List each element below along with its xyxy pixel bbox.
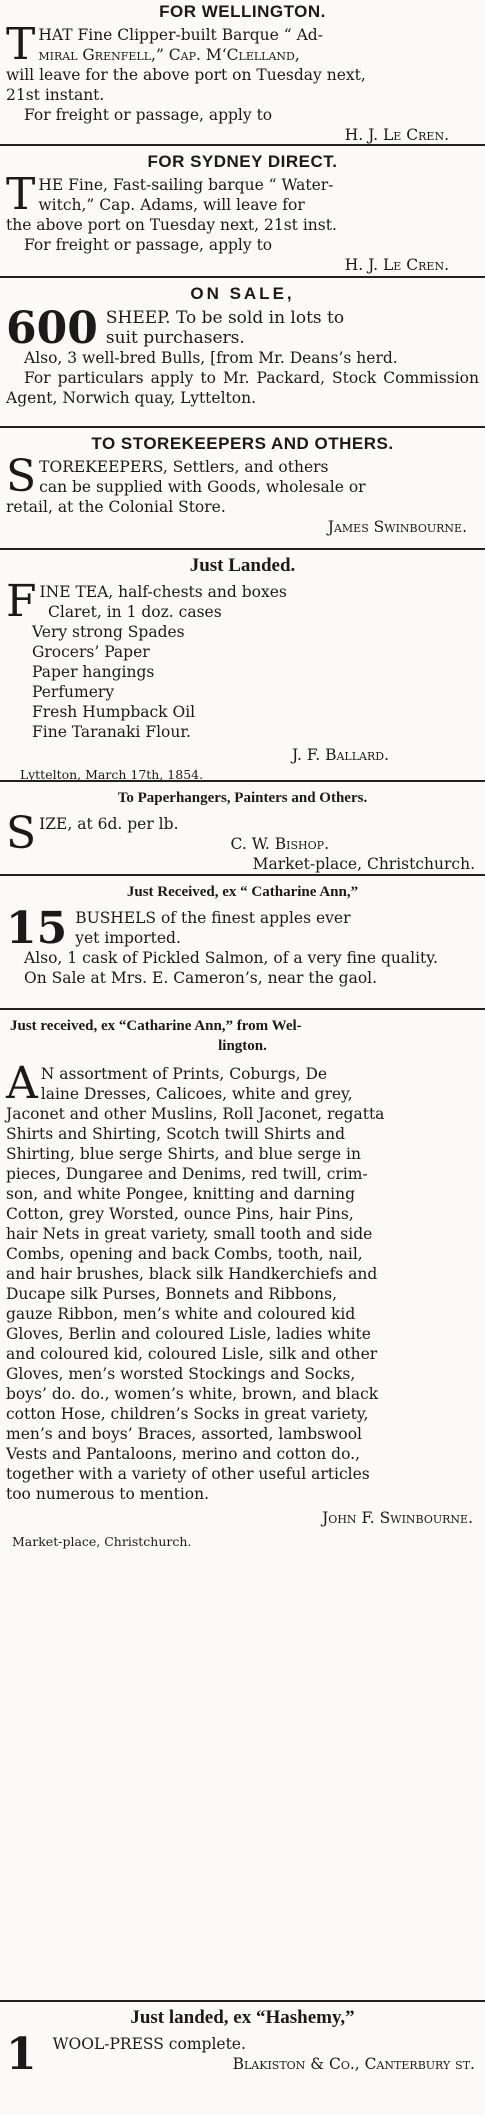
ad-text-line: suit purchasers.	[105, 328, 245, 348]
column-rule	[0, 874, 485, 876]
ad-text-line: Cotton, grey Worsted, ounce Pins, hair Pins,	[6, 1205, 354, 1223]
ad-text-line: IZE, at 6d. per lb.	[39, 815, 179, 833]
column-rule	[0, 1008, 485, 1010]
ad-particulars: For particulars apply to Mr. Packard, Stock Commission Agent, Norwich quay, Lyttelton.	[6, 369, 479, 407]
ad-text-line: hair Nets in great variety, small tooth and side	[6, 1225, 373, 1243]
ad-heading: FOR SYDNEY DIRECT.	[147, 152, 338, 171]
ad-for-wellington	[0, 2, 485, 145]
ad-dateline: Lyttelton, March 17th, 1854.	[20, 767, 204, 782]
list-item: Very strong Spades	[32, 623, 185, 641]
ad-heading: Just landed, ex “Hashemy,”	[130, 2008, 355, 2028]
ad-signature: James Swinbourne.	[327, 518, 467, 536]
column-rule	[0, 548, 485, 550]
ad-text-line: can be supplied with Goods, wholesale or	[39, 478, 366, 496]
ad-signature: John F. Swinbourne.	[322, 1509, 473, 1527]
ad-text-line: Ducape silk Purses, Bonnets and Ribbons,	[6, 1285, 338, 1303]
list-item: Fine Taranaki Flour.	[32, 723, 191, 741]
ad-contact: For freight or passage, apply to	[24, 236, 273, 254]
drop-cap: T	[6, 169, 36, 220]
ad-address: Market-place, Christchurch.	[252, 855, 475, 873]
drop-cap: A	[6, 1058, 38, 1109]
ad-just-landed	[0, 556, 485, 785]
ad-apples	[0, 882, 485, 988]
ad-wool-press	[0, 2008, 485, 2074]
drop-cap: 15	[6, 903, 68, 954]
ad-heading: Just Landed.	[189, 556, 296, 576]
item-list	[6, 602, 479, 742]
ad-text-line: pieces, Dungaree and Denims, red twill, crim-	[6, 1165, 368, 1183]
ad-heading: FOR WELLINGTON.	[159, 2, 326, 21]
list-item: Fresh Humpback Oil	[32, 703, 196, 721]
column-rule	[0, 144, 485, 146]
ad-text-line: cotton Hose, children’s Socks in great variety,	[6, 1405, 369, 1423]
ad-text-line: BUSHELS of the finest apples ever	[75, 909, 351, 927]
ad-text-line: men’s and boys’ Braces, assorted, lambswool	[6, 1425, 362, 1443]
drop-cap: T	[6, 19, 36, 70]
drop-cap: F	[6, 576, 37, 627]
ad-text-line: WOOL-PRESS complete.	[52, 2035, 246, 2053]
ad-address: Market-place, Christchurch.	[12, 1534, 192, 1549]
ad-text-line: Jaconet and other Muslins, Roll Jaconet, regatta	[6, 1105, 385, 1123]
ad-text-line: boys’ do. do., women’s white, brown, and black	[6, 1385, 379, 1403]
ad-contact: For freight or passage, apply to	[24, 106, 273, 124]
ad-on-sale	[0, 284, 485, 408]
ad-text-line: 21st instant.	[6, 86, 105, 104]
ad-text-line: together with a variety of other useful articles	[6, 1465, 370, 1483]
drop-cap: 600	[6, 303, 98, 354]
ad-text-line: INE TEA, half-chests and boxes	[39, 583, 287, 601]
ad-text-line: witch,” Cap. Adams, will leave for	[38, 196, 305, 214]
ad-signature: H. J. Le Cren.	[344, 126, 449, 144]
drop-cap: S	[6, 808, 37, 859]
ad-sale: On Sale at Mrs. E. Cameron’s, near the gaol.	[24, 969, 378, 987]
ad-text-line: Shirting, blue serge Shirts, and blue serge in	[6, 1145, 361, 1163]
list-item: Grocers’ Paper	[32, 643, 150, 661]
ad-heading: Just received, ex “Catharine Ann,” from Wel-	[10, 1018, 302, 1034]
ad-text-line: the above port on Tuesday next, 21st inst.	[6, 216, 337, 234]
ad-text-line: Vests and Pantaloons, merino and cotton do.,	[6, 1445, 361, 1463]
ad-text-line: yet imported.	[75, 929, 181, 947]
ad-paperhangers	[0, 788, 485, 874]
ad-text-line: TOREKEEPERS, Settlers, and others	[39, 458, 329, 476]
ad-heading: TO STOREKEEPERS AND OTHERS.	[91, 434, 394, 453]
ad-text-line: will leave for the above port on Tuesday next,	[6, 66, 366, 84]
ad-also: Also, 1 cask of Pickled Salmon, of a very fine quality.	[24, 949, 438, 967]
ad-heading: ON SALE,	[190, 284, 295, 303]
ad-heading: Just Received, ex “ Catharine Ann,”	[126, 884, 359, 900]
ad-text-line: gauze Ribbon, men’s white and coloured kid	[6, 1305, 356, 1323]
ad-signature: C. W. Bishop.	[230, 835, 329, 853]
ad-text-line: miral Grenfell,” Cap. M‘Clelland,	[38, 46, 300, 64]
ad-text-line: HE Fine, Fast-sailing barque “ Water-	[38, 176, 334, 194]
list-item: Claret, in 1 doz. cases	[48, 603, 222, 621]
ad-text-line: son, and white Pongee, knitting and darning	[6, 1185, 356, 1203]
ad-text-line: retail, at the Colonial Store.	[6, 498, 226, 516]
ad-for-sydney	[0, 152, 485, 275]
column-rule	[0, 276, 485, 278]
ad-storekeepers	[0, 434, 485, 537]
column-rule	[0, 426, 485, 428]
column-rule	[0, 2000, 485, 2002]
drop-cap: S	[6, 451, 37, 502]
ad-drapery	[0, 1016, 485, 1552]
ad-text-line: Shirts and Shirting, Scotch twill Shirts and	[6, 1125, 346, 1143]
ad-text-line: N assortment of Prints, Coburgs, De	[40, 1065, 328, 1083]
ad-text-line: and hair brushes, black silk Handkerchiefs and	[6, 1265, 378, 1283]
list-item: Paper hangings	[32, 663, 155, 681]
ad-also: Also, 3 well-bred Bulls, [from Mr. Deans’s herd.	[24, 349, 398, 367]
ad-text-line: and coloured kid, coloured Lisle, silk and other	[6, 1345, 378, 1363]
ad-text-line: Gloves, men’s worsted Stockings and Socks,	[6, 1365, 356, 1383]
ad-text-line: Gloves, Berlin and coloured Lisle, ladies white	[6, 1325, 371, 1343]
ad-heading-continued: lington.	[218, 1038, 267, 1054]
ad-heading: To Paperhangers, Painters and Others.	[117, 790, 368, 806]
column-rule	[0, 780, 485, 782]
ad-text-line: too numerous to mention.	[6, 1485, 210, 1503]
ad-signature: H. J. Le Cren.	[344, 256, 449, 274]
ad-text-line: HAT Fine Clipper-built Barque “ Ad-	[38, 26, 323, 44]
ad-signature: J. F. Ballard.	[292, 746, 389, 764]
drop-cap: 1	[6, 2029, 37, 2074]
ad-text-line: laine Dresses, Calicoes, white and grey,	[40, 1085, 353, 1103]
ad-text-line: SHEEP. To be sold in lots to	[105, 308, 345, 328]
ad-text-line: Combs, opening and back Combs, tooth, nail,	[6, 1245, 363, 1263]
list-item: Perfumery	[32, 683, 115, 701]
ad-signature: Blakiston & Co., Canterbury st.	[232, 2055, 475, 2073]
